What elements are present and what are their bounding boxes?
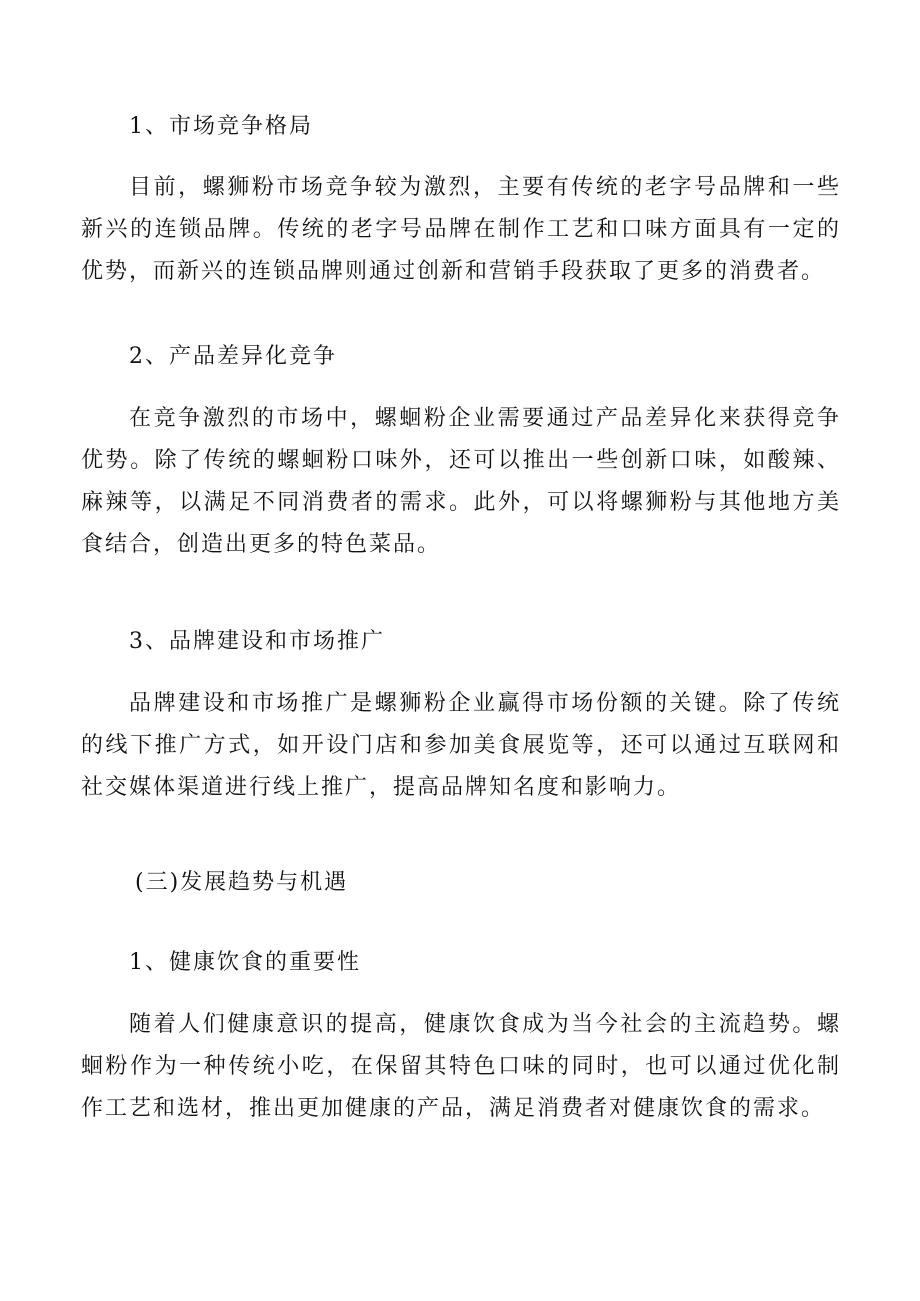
- heading-healthy-diet: 1、健康饮食的重要性: [129, 950, 361, 975]
- heading-brand-building: 3、品牌建设和市场推广: [129, 629, 385, 654]
- heading-product-differentiation: 2、产品差异化竞争: [129, 344, 337, 369]
- heading-market-competition: 1、市场竞争格局: [129, 114, 313, 139]
- paragraph-product-differentiation: 在竞争激烈的市场中，螺蛔粉企业需要通过产品差异化来获得竞争优势。除了传统的螺蛔粉口味外，还可以推出一些创新口味，如酸辣、麻辣等，以满足不同消费者的需求。此外，可以将螺狮粉与其他地方美食结合，创造出更多的特色菜品。: [81, 406, 841, 557]
- paragraph-market-competition: 目前，螺狮粉市场竞争较为激烈，主要有传统的老字号品牌和一些新兴的连锁品牌。传统的老字号品牌在制作工艺和口味方面具有一定的优势，而新兴的连锁品牌则通过创新和营销手段获取了更多的消费者。: [81, 175, 841, 284]
- section-title-trends: (三)发展趋势与机遇: [135, 870, 349, 895]
- paragraph-brand-building: 品牌建设和市场推广是螺狮粉企业赢得市场份额的关键。除了传统的线下推广方式，如开设门店和参加美食展览等，还可以通过互联网和社交媒体渠道进行线上推广，提高品牌知名度和影响力。: [81, 691, 841, 800]
- paragraph-healthy-diet: 随着人们健康意识的提高，健康饮食成为当今社会的主流趋势。螺蛔粉作为一种传统小吃，在保留其特色口味的同时，也可以通过优化制作工艺和选材，推出更加健康的产品，满足消费者对健康饮食的需求。: [81, 1012, 841, 1121]
